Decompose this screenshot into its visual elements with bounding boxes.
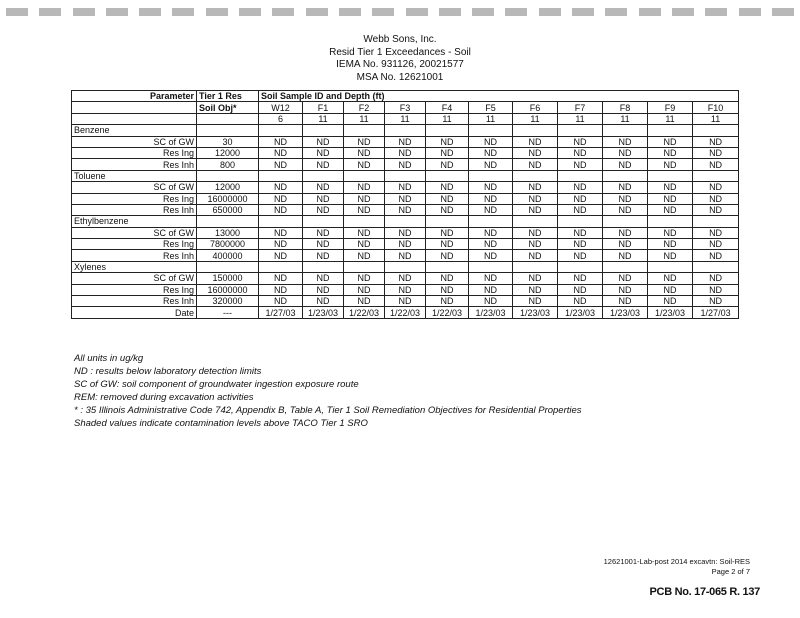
result-value: ND	[603, 296, 648, 307]
result-value: ND	[344, 136, 385, 147]
result-value: ND	[385, 193, 426, 204]
empty-cell	[693, 261, 739, 272]
result-value: ND	[344, 147, 385, 158]
sample-depth: 11	[469, 113, 513, 124]
result-value: ND	[513, 250, 558, 261]
result-value: ND	[648, 239, 693, 250]
result-value: ND	[603, 193, 648, 204]
result-value: ND	[648, 147, 693, 158]
result-value: ND	[469, 182, 513, 193]
sample-id: F6	[513, 102, 558, 113]
empty-cell	[344, 170, 385, 181]
result-value: ND	[303, 193, 344, 204]
result-value: ND	[693, 227, 739, 238]
result-value: ND	[303, 147, 344, 158]
company-name: Webb Sons, Inc.	[363, 34, 437, 45]
sample-depth: 11	[558, 113, 603, 124]
empty-cell	[303, 261, 344, 272]
result-value: ND	[469, 159, 513, 170]
result-value: ND	[648, 227, 693, 238]
table-row	[72, 182, 739, 193]
result-value: ND	[344, 159, 385, 170]
tier-objective: 150000	[197, 273, 259, 284]
group-row	[72, 125, 739, 136]
result-value: ND	[693, 273, 739, 284]
result-value: ND	[693, 159, 739, 170]
empty-cell	[197, 216, 259, 227]
sample-id: F7	[558, 102, 603, 113]
result-value: ND	[558, 159, 603, 170]
result-value: ND	[385, 284, 426, 295]
sample-date: 1/23/03	[469, 307, 513, 318]
result-value: ND	[303, 273, 344, 284]
result-value: ND	[469, 239, 513, 250]
note-line: ND : results below laboratory detection limits	[74, 366, 262, 377]
result-value: ND	[385, 250, 426, 261]
empty-cell	[385, 125, 426, 136]
result-value: ND	[558, 227, 603, 238]
result-value: ND	[385, 273, 426, 284]
result-value: ND	[303, 136, 344, 147]
table-row	[72, 193, 739, 204]
sample-id: F10	[693, 102, 739, 113]
pcb-number: PCB No. 17-065 R. 137	[649, 586, 760, 598]
result-value: ND	[303, 204, 344, 215]
result-value: ND	[259, 136, 303, 147]
group-row	[72, 170, 739, 181]
result-value: ND	[648, 136, 693, 147]
result-value: ND	[344, 284, 385, 295]
tier-objective: 30	[197, 136, 259, 147]
result-value: ND	[344, 239, 385, 250]
scan-edge-marks	[0, 8, 800, 18]
document-header	[0, 34, 800, 84]
empty-cell	[603, 216, 648, 227]
empty-cell	[344, 125, 385, 136]
result-value: ND	[344, 193, 385, 204]
row-label: SC of GW	[72, 227, 197, 238]
sample-header: Soil Sample ID and Depth (ft)	[259, 91, 739, 102]
tier-objective: 16000000	[197, 284, 259, 295]
tier-objective: 800	[197, 159, 259, 170]
tier-objective: 13000	[197, 227, 259, 238]
empty-cell	[603, 125, 648, 136]
note-line: * : 35 Illinois Administrative Code 742, Appendix B, Table A, Tier 1 Soil Remediation Objectives for Residential Properties	[74, 405, 582, 416]
result-value: ND	[303, 250, 344, 261]
tier-objective: 7800000	[197, 239, 259, 250]
result-value: ND	[344, 204, 385, 215]
result-value: ND	[385, 227, 426, 238]
table-row	[72, 239, 739, 250]
parameter-name: Benzene	[72, 125, 197, 136]
tier-objective: ---	[197, 307, 259, 318]
result-value: ND	[648, 250, 693, 261]
result-value: ND	[426, 182, 469, 193]
result-value: ND	[303, 296, 344, 307]
row-label: SC of GW	[72, 182, 197, 193]
result-value: ND	[603, 284, 648, 295]
table-row	[72, 159, 739, 170]
result-value: ND	[259, 147, 303, 158]
table-row	[72, 227, 739, 238]
result-value: ND	[513, 159, 558, 170]
result-value: ND	[603, 182, 648, 193]
empty-cell	[693, 216, 739, 227]
iema-number: IEMA No. 931126, 20021577	[336, 59, 464, 70]
result-value: ND	[426, 159, 469, 170]
sample-date: 1/23/03	[603, 307, 648, 318]
sample-depth: 6	[259, 113, 303, 124]
result-value: ND	[259, 296, 303, 307]
sample-depth: 11	[648, 113, 693, 124]
sample-id: F8	[603, 102, 648, 113]
result-value: ND	[648, 296, 693, 307]
note-line: All units in ug/kg	[74, 353, 144, 364]
result-value: ND	[344, 182, 385, 193]
result-value: ND	[344, 296, 385, 307]
result-value: ND	[426, 193, 469, 204]
result-value: ND	[469, 136, 513, 147]
table-row	[72, 296, 739, 307]
result-value: ND	[693, 193, 739, 204]
result-value: ND	[558, 193, 603, 204]
row-label: Res Ing	[72, 193, 197, 204]
result-value: ND	[303, 284, 344, 295]
empty-cell	[513, 170, 558, 181]
row-label: Res Ing	[72, 147, 197, 158]
result-value: ND	[603, 147, 648, 158]
result-value: ND	[426, 147, 469, 158]
result-value: ND	[259, 250, 303, 261]
sample-id: F4	[426, 102, 469, 113]
empty-cell	[426, 216, 469, 227]
sample-depth: 11	[385, 113, 426, 124]
sample-depth: 11	[693, 113, 739, 124]
date-row	[72, 307, 739, 318]
result-value: ND	[693, 204, 739, 215]
result-value: ND	[469, 284, 513, 295]
page-number: Page 2 of 7	[711, 567, 750, 576]
empty-cell	[558, 216, 603, 227]
result-value: ND	[426, 250, 469, 261]
row-label: Res Inh	[72, 204, 197, 215]
empty-cell	[197, 170, 259, 181]
result-value: ND	[385, 296, 426, 307]
result-value: ND	[648, 284, 693, 295]
result-value: ND	[558, 182, 603, 193]
result-value: ND	[558, 273, 603, 284]
page-footer	[604, 557, 750, 577]
row-label: SC of GW	[72, 136, 197, 147]
empty-cell	[558, 125, 603, 136]
result-value: ND	[513, 147, 558, 158]
result-value: ND	[426, 204, 469, 215]
result-value: ND	[558, 250, 603, 261]
table-body	[72, 91, 739, 319]
result-value: ND	[303, 227, 344, 238]
empty-cell	[344, 261, 385, 272]
result-value: ND	[648, 204, 693, 215]
result-value: ND	[693, 147, 739, 158]
result-value: ND	[693, 284, 739, 295]
result-value: ND	[603, 227, 648, 238]
empty-cell	[259, 170, 303, 181]
empty-cell	[648, 125, 693, 136]
result-value: ND	[426, 296, 469, 307]
result-value: ND	[648, 159, 693, 170]
empty-cell	[426, 125, 469, 136]
result-value: ND	[513, 136, 558, 147]
sample-date: 1/27/03	[259, 307, 303, 318]
result-value: ND	[385, 204, 426, 215]
empty-cell	[426, 261, 469, 272]
sample-date: 1/27/03	[693, 307, 739, 318]
result-value: ND	[344, 250, 385, 261]
row-label: Date	[72, 307, 197, 318]
result-value: ND	[469, 147, 513, 158]
empty-cell	[603, 170, 648, 181]
result-value: ND	[426, 227, 469, 238]
result-value: ND	[603, 273, 648, 284]
result-value: ND	[558, 136, 603, 147]
result-value: ND	[426, 136, 469, 147]
result-value: ND	[303, 239, 344, 250]
result-value: ND	[303, 159, 344, 170]
result-value: ND	[603, 136, 648, 147]
empty-cell	[72, 102, 197, 113]
sample-depth: 11	[513, 113, 558, 124]
result-value: ND	[426, 239, 469, 250]
empty-cell	[197, 261, 259, 272]
empty-cell	[693, 125, 739, 136]
tier-header: Tier 1 Res	[197, 91, 259, 102]
sample-id: W12	[259, 102, 303, 113]
result-value: ND	[513, 227, 558, 238]
empty-cell	[603, 261, 648, 272]
note-line: REM: removed during excavation activities	[74, 392, 254, 403]
empty-cell	[513, 125, 558, 136]
empty-cell	[385, 216, 426, 227]
row-label: Res Ing	[72, 239, 197, 250]
result-value: ND	[385, 159, 426, 170]
note-line: SC of GW: soil component of groundwater ingestion exposure route	[74, 379, 359, 390]
result-value: ND	[469, 250, 513, 261]
tier-objective: 12000	[197, 182, 259, 193]
result-value: ND	[603, 159, 648, 170]
result-value: ND	[259, 204, 303, 215]
result-value: ND	[259, 182, 303, 193]
sample-id: F2	[344, 102, 385, 113]
result-value: ND	[385, 239, 426, 250]
sample-id: F3	[385, 102, 426, 113]
empty-cell	[558, 261, 603, 272]
msa-number: MSA No. 12621001	[356, 71, 444, 83]
result-value: ND	[469, 273, 513, 284]
empty-cell	[469, 216, 513, 227]
sample-date: 1/23/03	[513, 307, 558, 318]
result-value: ND	[513, 193, 558, 204]
empty-cell	[513, 261, 558, 272]
result-value: ND	[385, 182, 426, 193]
empty-cell	[648, 216, 693, 227]
empty-cell	[197, 113, 259, 124]
result-value: ND	[513, 239, 558, 250]
result-value: ND	[648, 182, 693, 193]
sample-depth: 11	[303, 113, 344, 124]
tier-objective: 400000	[197, 250, 259, 261]
row-label: SC of GW	[72, 273, 197, 284]
sample-depth: 11	[344, 113, 385, 124]
empty-cell	[303, 170, 344, 181]
result-value: ND	[303, 182, 344, 193]
sample-depth: 11	[426, 113, 469, 124]
exceedance-table	[71, 90, 739, 319]
result-value: ND	[469, 193, 513, 204]
notes	[74, 352, 582, 430]
sample-date: 1/22/03	[344, 307, 385, 318]
sample-id: F5	[469, 102, 513, 113]
result-value: ND	[558, 284, 603, 295]
result-value: ND	[259, 273, 303, 284]
result-value: ND	[513, 273, 558, 284]
result-value: ND	[259, 239, 303, 250]
result-value: ND	[558, 296, 603, 307]
empty-cell	[303, 216, 344, 227]
empty-cell	[648, 261, 693, 272]
parameter-name: Toluene	[72, 170, 197, 181]
empty-cell	[259, 261, 303, 272]
table-row	[72, 250, 739, 261]
empty-cell	[558, 170, 603, 181]
empty-cell	[303, 125, 344, 136]
parameter-name: Ethylbenzene	[72, 216, 197, 227]
empty-cell	[344, 216, 385, 227]
empty-cell	[259, 216, 303, 227]
result-value: ND	[693, 250, 739, 261]
table-row	[72, 147, 739, 158]
sample-date: 1/23/03	[303, 307, 344, 318]
row-label: Res Ing	[72, 284, 197, 295]
sample-date: 1/23/03	[558, 307, 603, 318]
empty-cell	[385, 170, 426, 181]
tier-objective: 12000	[197, 147, 259, 158]
note-line: Shaded values indicate contamination levels above TACO Tier 1 SRO	[74, 418, 368, 429]
result-value: ND	[558, 239, 603, 250]
sample-depth: 11	[603, 113, 648, 124]
result-value: ND	[344, 227, 385, 238]
sample-date: 1/23/03	[648, 307, 693, 318]
file-reference: 12621001-Lab-post 2014 excavtn: Soil-RES	[603, 557, 750, 566]
group-row	[72, 261, 739, 272]
result-value: ND	[648, 193, 693, 204]
empty-cell	[197, 125, 259, 136]
sample-id: F1	[303, 102, 344, 113]
sample-date: 1/22/03	[426, 307, 469, 318]
result-value: ND	[469, 204, 513, 215]
result-value: ND	[558, 147, 603, 158]
empty-cell	[259, 125, 303, 136]
empty-cell	[469, 170, 513, 181]
table-row	[72, 204, 739, 215]
sample-date: 1/22/03	[385, 307, 426, 318]
result-value: ND	[469, 296, 513, 307]
header-row	[72, 102, 739, 113]
result-value: ND	[385, 147, 426, 158]
result-value: ND	[426, 273, 469, 284]
parameter-name: Xylenes	[72, 261, 197, 272]
tier-header: Soil Obj*	[197, 102, 259, 113]
result-value: ND	[603, 250, 648, 261]
result-value: ND	[693, 296, 739, 307]
empty-cell	[648, 170, 693, 181]
result-value: ND	[385, 136, 426, 147]
result-value: ND	[513, 284, 558, 295]
empty-cell	[385, 261, 426, 272]
result-value: ND	[344, 273, 385, 284]
result-value: ND	[558, 204, 603, 215]
result-value: ND	[513, 204, 558, 215]
row-label: Res Inh	[72, 296, 197, 307]
empty-cell	[72, 113, 197, 124]
result-value: ND	[693, 136, 739, 147]
result-value: ND	[513, 182, 558, 193]
result-value: ND	[259, 193, 303, 204]
result-value: ND	[693, 182, 739, 193]
empty-cell	[693, 170, 739, 181]
result-value: ND	[648, 273, 693, 284]
row-label: Res Inh	[72, 159, 197, 170]
result-value: ND	[259, 227, 303, 238]
tier-objective: 16000000	[197, 193, 259, 204]
result-value: ND	[469, 227, 513, 238]
parameter-header: Parameter	[72, 91, 197, 102]
table-row	[72, 273, 739, 284]
document-subtitle: Resid Tier 1 Exceedances - Soil	[329, 46, 471, 58]
table-row	[72, 284, 739, 295]
empty-cell	[469, 125, 513, 136]
result-value: ND	[426, 284, 469, 295]
row-label: Res Inh	[72, 250, 197, 261]
empty-cell	[426, 170, 469, 181]
result-value: ND	[513, 296, 558, 307]
result-value: ND	[259, 159, 303, 170]
empty-cell	[469, 261, 513, 272]
result-value: ND	[603, 239, 648, 250]
empty-cell	[513, 216, 558, 227]
sample-id: F9	[648, 102, 693, 113]
result-value: ND	[603, 204, 648, 215]
result-value: ND	[259, 284, 303, 295]
result-value: ND	[693, 239, 739, 250]
depth-row	[72, 113, 739, 124]
tier-objective: 320000	[197, 296, 259, 307]
header-row	[72, 91, 739, 102]
tier-objective: 650000	[197, 204, 259, 215]
table-row	[72, 136, 739, 147]
group-row	[72, 216, 739, 227]
